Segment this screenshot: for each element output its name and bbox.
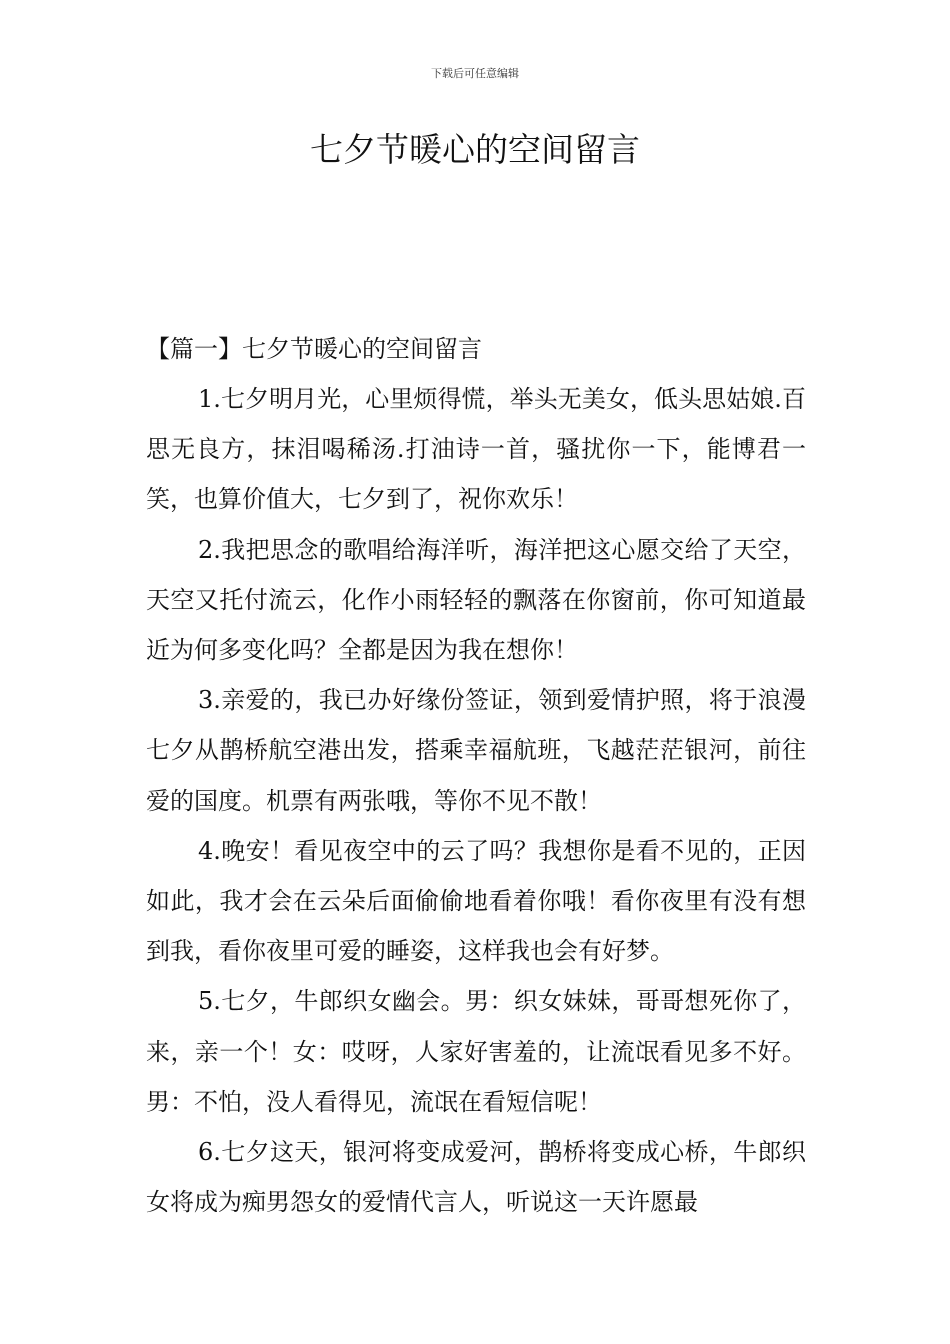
- header-note: 下载后可任意编辑: [431, 67, 519, 80]
- paragraph-2: 2.我把思念的歌唱给海洋听，海洋把这心愿交给了天空，天空又托付流云，化作小雨轻轻的飘落在你窗前，你可知道最近为何多变化吗？全都是因为我在想你！: [146, 535, 806, 665]
- paragraph-4: 4.晚安！看见夜空中的云了吗？我想你是看不见的，正因如此，我才会在云朵后面偷偷地看着你哦！看你夜里有没有想到我，看你夜里可爱的睡姿，这样我也会有好梦。: [146, 836, 806, 966]
- paragraph-3: 3.亲爱的，我已办好缘份签证，领到爱情护照，将于浪漫七夕从鹊桥航空港出发，搭乘幸福航班，飞越茫茫银河，前往爱的国度。机票有两张哦，等你不见不散！: [146, 686, 806, 815]
- section-heading: 【篇一】七夕节暖心的空间留言: [146, 335, 482, 363]
- document-title: 七夕节暖心的空间留言: [310, 130, 640, 169]
- document-body: [146, 324, 806, 1227]
- paragraph-5: 5.七夕，牛郎织女幽会。男：织女妹妹，哥哥想死你了，来，亲一个！女：哎呀，人家好害羞的，让流氓看见多不好。男：不怕，没人看得见，流氓在看短信呢！: [146, 987, 806, 1116]
- paragraph-6: 6.七夕这天，银河将变成爱河，鹊桥将变成心桥，牛郎织女将成为痴男怨女的爱情代言人，听说这一天许愿最: [146, 1138, 806, 1217]
- paragraph-1: 1.七夕明月光，心里烦得慌，举头无美女，低头思姑娘.百思无良方，抹泪喝稀汤.打油诗一首，骚扰你一下，能博君一笑，也算价值大，七夕到了，祝你欢乐！: [146, 385, 806, 514]
